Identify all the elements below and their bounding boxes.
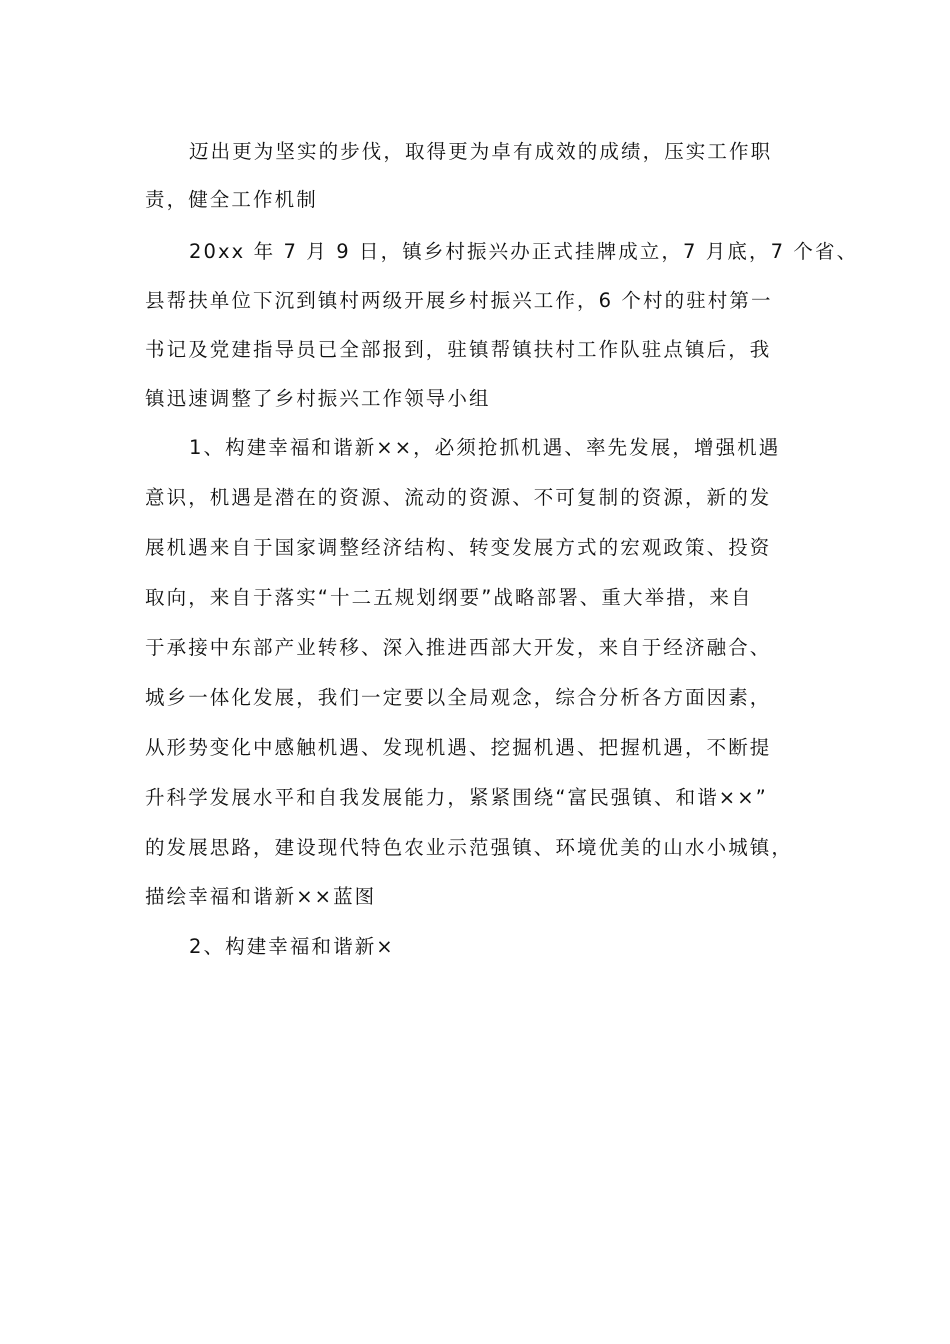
paragraph-4-line-1: 2、构建幸福和谐新× — [189, 935, 395, 958]
paragraph-3-line-7: 从形势变化中感触机遇、发现机遇、挖掘机遇、把握机遇，不断提 — [145, 736, 772, 759]
paragraph-2-line-3: 书记及党建指导员已全部报到，驻镇帮镇扶村工作队驻点镇后，我 — [145, 338, 772, 361]
paragraph-2-line-1: 20xx 年 7 月 9 日，镇乡村振兴办正式挂牌成立，7 月底，7 个省、 — [189, 240, 859, 263]
paragraph-3-line-5: 于承接中东部产业转移、深入推进西部大开发，来自于经济融合、 — [145, 636, 772, 659]
paragraph-2-line-4: 镇迅速调整了乡村振兴工作领导小组 — [145, 387, 491, 410]
paragraph-3-line-4: 取向，来自于落实“十二五规划纲要”战略部署、重大举措，来自 — [145, 586, 753, 609]
paragraph-3-line-9: 的发展思路，建设现代特色农业示范强镇、环境优美的山水小城镇， — [145, 836, 794, 859]
paragraph-1-line-2: 责，健全工作机制 — [145, 188, 318, 211]
paragraph-2-line-2: 县帮扶单位下沉到镇村两级开展乡村振兴工作，6 个村的驻村第一 — [145, 289, 773, 312]
paragraph-1-line-1: 迈出更为坚实的步伐，取得更为卓有成效的成绩，压实工作职 — [189, 140, 773, 163]
paragraph-3-line-8: 升科学发展水平和自我发展能力，紧紧围绕“富民强镇、和谐××” — [145, 786, 768, 809]
paragraph-3-line-2: 意识，机遇是潜在的资源、流动的资源、不可复制的资源，新的发 — [145, 486, 772, 509]
paragraph-3-line-10: 描绘幸福和谐新××蓝图 — [145, 885, 377, 908]
paragraph-3-line-3: 展机遇来自于国家调整经济结构、转变发展方式的宏观政策、投资 — [145, 536, 772, 559]
paragraph-3-line-6: 城乡一体化发展，我们一定要以全局观念，综合分析各方面因素， — [145, 686, 772, 709]
paragraph-3-line-1: 1、构建幸福和谐新××，必须抢抓机遇、率先发展，增强机遇 — [189, 436, 781, 459]
